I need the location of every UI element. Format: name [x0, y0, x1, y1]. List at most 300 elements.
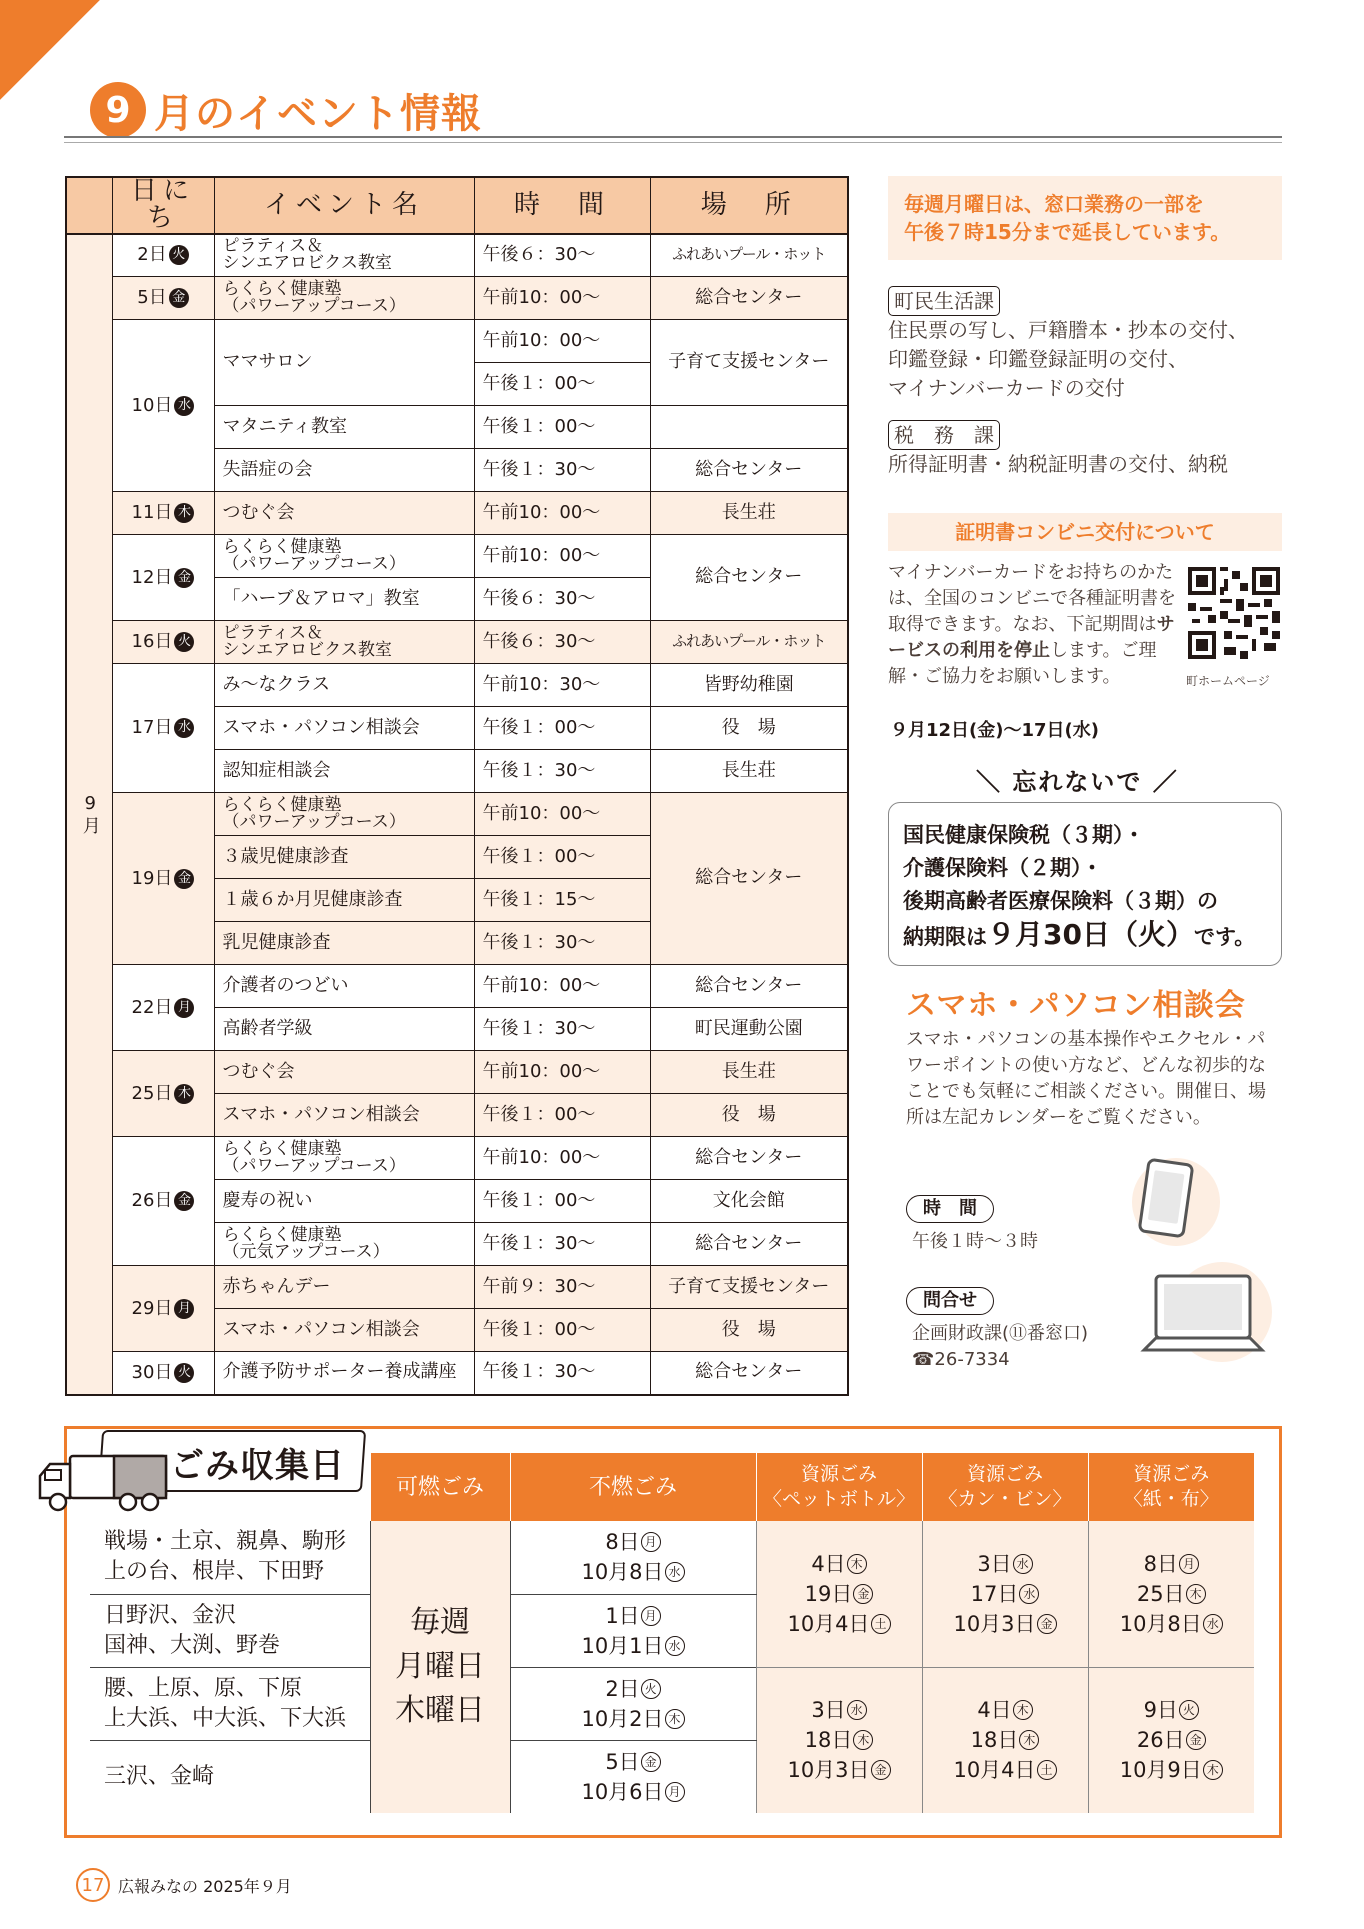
collection-date [511, 1631, 756, 1661]
collection-date [923, 1549, 1088, 1579]
collection-date [1089, 1725, 1255, 1755]
weekday-badge: 火 [174, 1363, 194, 1383]
weekday-circle: 金 [1037, 1614, 1057, 1634]
pc-time: 午後１時～３時 [912, 1231, 1038, 1252]
event-place: 役 場 [650, 1309, 848, 1352]
collection-date [923, 1695, 1088, 1725]
event-day-text: 2日 [137, 244, 167, 266]
notice-line2: 午後７時15分まで延長しています。 [904, 220, 1231, 244]
event-name-line: 「ハーブ＆アロマ」教室 [222, 587, 420, 609]
event-name [214, 1180, 474, 1223]
convenience-text [888, 560, 1178, 690]
resource-can-dates [922, 1667, 1088, 1813]
deadline-line1: 国民健康保険税（３期）・ [903, 823, 1145, 847]
event-name-line: シンエアロビクス教室 [222, 640, 392, 661]
town-line-2: 印鑑登録・印鑑登録証明の交付、 [888, 347, 1188, 371]
weekday-badge: 金 [169, 288, 189, 308]
event-name-line: （パワーアップコース） [222, 1156, 406, 1177]
date-text: 10月1日 [581, 1633, 664, 1658]
deadline-prefix: 納期限は [903, 925, 987, 949]
smartphone-icon [1124, 1150, 1220, 1250]
event-name-line: （パワーアップコース） [222, 554, 406, 575]
date-text: 10月2日 [581, 1706, 664, 1731]
event-day [112, 234, 214, 277]
collection-date [923, 1755, 1088, 1785]
header-blank [66, 177, 112, 234]
event-time: 午後１：00～ [474, 1180, 650, 1223]
weekday-badge: 木 [174, 1084, 194, 1104]
weekday-badge: 金 [174, 869, 194, 889]
event-name-line: らくらく健康塾 [222, 279, 342, 300]
event-name-line: マタニティ教室 [222, 415, 348, 437]
page-number: 17 [76, 1868, 110, 1902]
pc-contact [912, 1321, 1088, 1373]
tax-section [888, 420, 1228, 479]
event-time: 午後１：30～ [474, 1008, 650, 1051]
weekday-circle: 土 [871, 1614, 891, 1634]
resource-paper-dates [1088, 1521, 1254, 1667]
page-title [90, 80, 482, 140]
date-text: 10月3日 [953, 1611, 1036, 1636]
event-name-line: 慶寿の祝い [222, 1189, 313, 1211]
weekday-badge: 金 [174, 568, 194, 588]
event-day-text: 29日 [131, 1297, 173, 1319]
event-place: 総合センター [650, 793, 848, 965]
collection-date [511, 1527, 756, 1557]
event-name [214, 406, 474, 449]
evening-hours-notice [888, 176, 1282, 260]
header-pet-l1: 資源ごみ [800, 1463, 877, 1485]
weekday-circle: 木 [1203, 1760, 1223, 1780]
pc-consult-title: スマホ・パソコン相談会 [906, 988, 1246, 1023]
event-name [214, 922, 474, 965]
event-time: 午前10：00～ [474, 535, 650, 578]
header-date: 日にち [112, 177, 214, 234]
event-time: 午後１：00～ [474, 707, 650, 750]
event-row [66, 965, 848, 1008]
event-day-text: 25日 [131, 1082, 173, 1104]
weekday-circle: 金 [641, 1752, 661, 1772]
town-section [888, 286, 1248, 403]
area-names [90, 1667, 370, 1740]
area-names [90, 1521, 370, 1594]
event-name-line: らくらく健康塾 [222, 537, 342, 558]
event-name-line: （パワーアップコース） [222, 812, 406, 833]
title-text: 月のイベント情報 [154, 90, 482, 137]
header-pet-l2: 〈ペットボトル〉 [762, 1488, 915, 1510]
event-name [214, 1352, 474, 1395]
suspension-dates: ９月12日(金)～17日(水) [890, 720, 1100, 741]
event-time: 午後１：30～ [474, 1352, 650, 1395]
garbage-title: ごみ収集日 [170, 1446, 345, 1486]
deadline-line4 [903, 918, 1281, 954]
collection-dates [511, 1601, 756, 1661]
burnable-schedule [370, 1521, 510, 1813]
weekday-circle: 木 [853, 1730, 873, 1750]
header-paper-l1: 資源ごみ [1133, 1463, 1210, 1485]
collection-date [757, 1755, 922, 1785]
area-line2: 上の台、根岸、下田野 [104, 1559, 325, 1585]
event-day-text: 16日 [131, 631, 173, 653]
conv-bold: サービスの利用を停止 [888, 614, 1175, 661]
footer-text: 広報みなの 2025年９月 [118, 1876, 292, 1896]
garbage-table-body [90, 1521, 1254, 1813]
collection-dates [511, 1527, 756, 1587]
event-name-line: ３歳児健康診査 [222, 845, 349, 867]
event-place: 長生荘 [650, 1051, 848, 1094]
event-row [66, 793, 848, 836]
tax-line: 所得証明書・納税証明書の交付、納税 [888, 452, 1228, 476]
collection-date [1089, 1579, 1255, 1609]
event-name [214, 449, 474, 492]
event-name-line: 認知症相談会 [222, 759, 331, 781]
event-name [214, 234, 474, 277]
event-time: 午前10：00～ [474, 1051, 650, 1094]
weekday-circle: 木 [665, 1709, 685, 1729]
header-can-l1: 資源ごみ [966, 1463, 1043, 1485]
weekday-circle: 水 [1019, 1584, 1039, 1604]
event-time: 午前９：30～ [474, 1266, 650, 1309]
area-line2: 上大浜、中大浜、下大浜 [104, 1705, 347, 1731]
collection-dates [923, 1549, 1088, 1639]
event-time: 午後６：30～ [474, 234, 650, 277]
weekday-circle: 金 [1186, 1730, 1206, 1750]
resource-pet-dates [756, 1521, 922, 1667]
collection-dates [511, 1747, 756, 1807]
area-line1: 日野沢、金沢 [104, 1602, 237, 1628]
weekday-circle: 月 [641, 1532, 661, 1552]
event-name [214, 621, 474, 664]
weekday-circle: 水 [1013, 1554, 1033, 1574]
collection-dates [923, 1695, 1088, 1785]
date-text: 10月8日 [581, 1560, 664, 1585]
collection-date [757, 1579, 922, 1609]
weekday-badge: 木 [174, 503, 194, 523]
event-time: 午後１：30～ [474, 750, 650, 793]
event-name [214, 1094, 474, 1137]
event-place: 町民運動公園 [650, 1008, 848, 1051]
event-place: 総合センター [650, 449, 848, 492]
event-time: 午後１：00～ [474, 363, 650, 406]
pc-consult-description: スマホ・パソコンの基本操作やエクセル・パワーポイントの使い方など、どんな初歩的なことでも気軽にご相談ください。開催日、場所は左記カレンダーをご覧ください。 [906, 1029, 1266, 1128]
event-place: 役 場 [650, 1094, 848, 1137]
collection-date [511, 1704, 756, 1734]
town-line-3: マイナンバーカードの交付 [888, 376, 1125, 400]
event-time: 午後１：00～ [474, 406, 650, 449]
resource-paper-dates [1088, 1667, 1254, 1813]
event-name [214, 320, 474, 406]
collection-date [757, 1725, 922, 1755]
date-text: 1日 [605, 1603, 640, 1628]
event-time: 午後１：30～ [474, 449, 650, 492]
event-name-line: 高齢者学級 [222, 1017, 313, 1039]
event-name-line: らくらく健康塾 [222, 1139, 342, 1160]
month-label: 9月 [66, 234, 112, 1395]
event-name-line: １歳６か月児健康診査 [222, 888, 403, 910]
weekday-circle: 木 [1013, 1700, 1033, 1720]
nonburnable-dates [510, 1521, 756, 1594]
deadline-line3: 後期高齢者医療保険料（３期）の [903, 889, 1218, 913]
area-names [90, 1740, 370, 1813]
event-name-line: らくらく健康塾 [222, 1225, 342, 1246]
deadline-date: ９月30日（火） [987, 918, 1194, 951]
garbage-table [90, 1453, 1254, 1813]
event-name-line: 介護者のつどい [222, 974, 349, 996]
event-name [214, 1051, 474, 1094]
event-name-line: 赤ちゃんデー [222, 1275, 331, 1297]
area-line1: 三沢、金崎 [104, 1763, 215, 1789]
qr-code-icon[interactable] [1188, 567, 1280, 659]
area-names [90, 1594, 370, 1667]
collection-dates [757, 1549, 922, 1639]
event-time: 午前10：00～ [474, 965, 650, 1008]
garbage-header-row [90, 1453, 1254, 1521]
weekday-circle: 土 [1037, 1760, 1057, 1780]
weekday-circle: 水 [1203, 1614, 1223, 1634]
event-day [112, 277, 214, 320]
event-name-line: 乳児健康診査 [222, 931, 331, 953]
header-event: イベント名 [214, 177, 474, 234]
collection-date [1089, 1609, 1255, 1639]
nonburnable-dates [510, 1740, 756, 1813]
date-text: 8日 [605, 1530, 640, 1555]
event-name [214, 1266, 474, 1309]
event-place: 役 場 [650, 707, 848, 750]
header-place: 場 所 [650, 177, 848, 234]
dont-forget-title: ＼ 忘れないで ／ [976, 768, 1179, 796]
date-text: 10月4日 [787, 1611, 870, 1636]
event-place: 総合センター [650, 965, 848, 1008]
weekday-circle: 木 [1019, 1730, 1039, 1750]
collection-date [1089, 1695, 1255, 1725]
event-name-line: スマホ・パソコン相談会 [222, 1318, 420, 1340]
header-paper [1088, 1453, 1254, 1521]
event-row [66, 320, 848, 363]
weekday-circle: 火 [1179, 1700, 1199, 1720]
event-day-text: 5日 [137, 287, 167, 309]
garbage-row [90, 1667, 1254, 1740]
collection-date [757, 1609, 922, 1639]
event-day-text: 30日 [131, 1361, 173, 1383]
event-row [66, 1352, 848, 1395]
date-text: 10月4日 [953, 1758, 1036, 1783]
header-nonburnable: 不燃ごみ [510, 1453, 756, 1521]
event-time: 午前10：00～ [474, 277, 650, 320]
event-day-text: 22日 [131, 996, 173, 1018]
date-text: 10月3日 [787, 1758, 870, 1783]
weekday-badge: 水 [174, 396, 194, 416]
event-row [66, 234, 848, 277]
event-name-line: シンエアロビクス教室 [222, 253, 392, 274]
event-name-line: ピラティス＆ [222, 236, 324, 257]
weekday-circle: 水 [665, 1636, 685, 1656]
event-name [214, 793, 474, 836]
event-name-line: らくらく健康塾 [222, 795, 342, 816]
event-row [66, 1266, 848, 1309]
laptop-icon [1136, 1254, 1272, 1374]
collection-date [1089, 1755, 1255, 1785]
date-text: 10月9日 [1119, 1758, 1202, 1783]
event-name [214, 492, 474, 535]
event-table-body [66, 234, 848, 1395]
event-name-line: つむぐ会 [222, 501, 295, 523]
weekday-circle: 金 [871, 1760, 891, 1780]
event-place: 文化会館 [650, 1180, 848, 1223]
weekday-circle: 月 [1179, 1554, 1199, 1574]
event-row [66, 664, 848, 707]
collection-date [923, 1725, 1088, 1755]
event-name-line: つむぐ会 [222, 1060, 295, 1082]
collection-date [923, 1579, 1088, 1609]
burnable-line: 毎週 [410, 1605, 470, 1640]
date-text: 3日 [977, 1551, 1012, 1576]
header-time: 時 間 [474, 177, 650, 234]
collection-date [511, 1557, 756, 1587]
event-day [112, 320, 214, 492]
weekday-badge: 水 [174, 718, 194, 738]
weekday-circle: 水 [847, 1700, 867, 1720]
title-month-badge: 9 [90, 82, 146, 138]
event-day-text: 19日 [131, 867, 173, 889]
garbage-row [90, 1521, 1254, 1594]
town-tag: 町民生活課 [888, 286, 1000, 316]
garbage-header-blank [90, 1453, 370, 1521]
collection-date [511, 1777, 756, 1807]
event-day [112, 1051, 214, 1137]
event-name [214, 965, 474, 1008]
collection-date [511, 1674, 756, 1704]
date-text: 3日 [811, 1698, 846, 1723]
weekday-circle: 木 [847, 1554, 867, 1574]
event-time: 午後６：30～ [474, 621, 650, 664]
header-pet [756, 1453, 922, 1521]
payment-deadline-box [888, 802, 1282, 966]
convenience-header: 証明書コンビニ交付について [888, 513, 1282, 551]
event-day-text: 26日 [131, 1190, 173, 1212]
event-day [112, 965, 214, 1051]
event-time: 午後１：30～ [474, 922, 650, 965]
weekday-circle: 火 [641, 1679, 661, 1699]
weekday-circle: 金 [853, 1584, 873, 1604]
burnable-line: 月曜日 [395, 1649, 485, 1684]
event-day [112, 535, 214, 621]
event-time: 午後１：00～ [474, 836, 650, 879]
event-place: 総合センター [650, 1352, 848, 1395]
event-name [214, 277, 474, 320]
contact-pill: 問合せ [906, 1287, 994, 1315]
event-name [214, 535, 474, 578]
collection-date [1089, 1549, 1255, 1579]
event-day-text: 12日 [131, 566, 173, 588]
qr-caption: 町ホームページ [1186, 674, 1270, 688]
event-day-text: 17日 [131, 717, 173, 739]
collection-date [757, 1549, 922, 1579]
event-name-line: 介護予防サポーター養成講座 [222, 1361, 457, 1383]
event-table [65, 176, 849, 1396]
collection-date [511, 1601, 756, 1631]
event-day-text: 10日 [131, 394, 173, 416]
event-place: 長生荘 [650, 492, 848, 535]
event-time: 午前10：00～ [474, 320, 650, 363]
conv-text-1: マイナンバーカードをお持ちのかたは、全国のコンビニで各種証明書を取得できます。なお、下記期間は [888, 562, 1176, 635]
event-name-line: スマホ・パソコン相談会 [222, 1103, 420, 1125]
event-day [112, 1352, 214, 1395]
tax-tag: 税 務 課 [888, 420, 1000, 450]
event-name [214, 707, 474, 750]
area-line1: 腰、上原、原、下原 [104, 1675, 303, 1701]
weekday-badge: 火 [174, 632, 194, 652]
date-text: 26日 [1136, 1728, 1185, 1753]
weekday-badge: 月 [174, 1299, 194, 1319]
event-day [112, 664, 214, 793]
date-text: 2日 [605, 1676, 640, 1701]
event-day-text: 11日 [131, 502, 173, 524]
event-name-line: 失語症の会 [222, 458, 313, 480]
event-place: 子育て支援センター [650, 1266, 848, 1309]
event-name [214, 836, 474, 879]
collection-dates [1089, 1695, 1255, 1785]
collection-dates [757, 1695, 922, 1785]
page-footer [76, 1868, 292, 1902]
contact-dept: 企画財政課(⑪番窓口) [912, 1323, 1089, 1344]
event-name [214, 1137, 474, 1180]
event-time: 午後１：00～ [474, 1309, 650, 1352]
title-rule-thin [64, 142, 1282, 143]
event-name [214, 664, 474, 707]
collection-date [923, 1609, 1088, 1639]
header-can [922, 1453, 1088, 1521]
date-text: 9日 [1143, 1698, 1178, 1723]
event-place: 総合センター [650, 1223, 848, 1266]
event-time: 午後１：30～ [474, 1223, 650, 1266]
date-text: 5日 [605, 1749, 640, 1774]
town-line-1: 住民票の写し、戸籍謄本・抄本の交付、 [888, 318, 1248, 342]
weekday-badge: 月 [174, 998, 194, 1018]
weekday-circle: 木 [1186, 1584, 1206, 1604]
nonburnable-dates [510, 1594, 756, 1667]
event-time: 午前10：00～ [474, 1137, 650, 1180]
date-text: 19日 [804, 1581, 853, 1606]
date-text: 4日 [977, 1698, 1012, 1723]
event-row [66, 621, 848, 664]
event-time: 午後６：30～ [474, 578, 650, 621]
event-row [66, 277, 848, 320]
event-place: 皆野幼稚園 [650, 664, 848, 707]
date-text: 10月6日 [581, 1779, 664, 1804]
event-row [66, 1051, 848, 1094]
contact-phone: ☎26-7334 [912, 1349, 1010, 1370]
date-text: 25日 [1136, 1581, 1185, 1606]
event-row [66, 492, 848, 535]
event-time: 午前10：30～ [474, 664, 650, 707]
deadline-line2: 介護保険料（２期）・ [903, 856, 1103, 880]
conv-text-2: します。ご理解・ご協力をお願いします。 [888, 640, 1157, 687]
event-name-line: ママサロン [222, 351, 313, 373]
header-can-l2: 〈カン・ビン〉 [938, 1488, 1072, 1510]
date-text: 4日 [811, 1551, 846, 1576]
event-name-line: み～なクラス [222, 673, 330, 695]
collection-date [511, 1747, 756, 1777]
event-name [214, 1223, 474, 1266]
event-place: 長生荘 [650, 750, 848, 793]
date-text: 17日 [970, 1581, 1019, 1606]
deadline-suffix: です。 [1193, 925, 1256, 949]
event-time: 午後１：15～ [474, 879, 650, 922]
notice-line1: 毎週月曜日は、窓口業務の一部を [904, 192, 1204, 216]
event-row [66, 1137, 848, 1180]
event-day [112, 1266, 214, 1352]
collection-dates [1089, 1549, 1255, 1639]
